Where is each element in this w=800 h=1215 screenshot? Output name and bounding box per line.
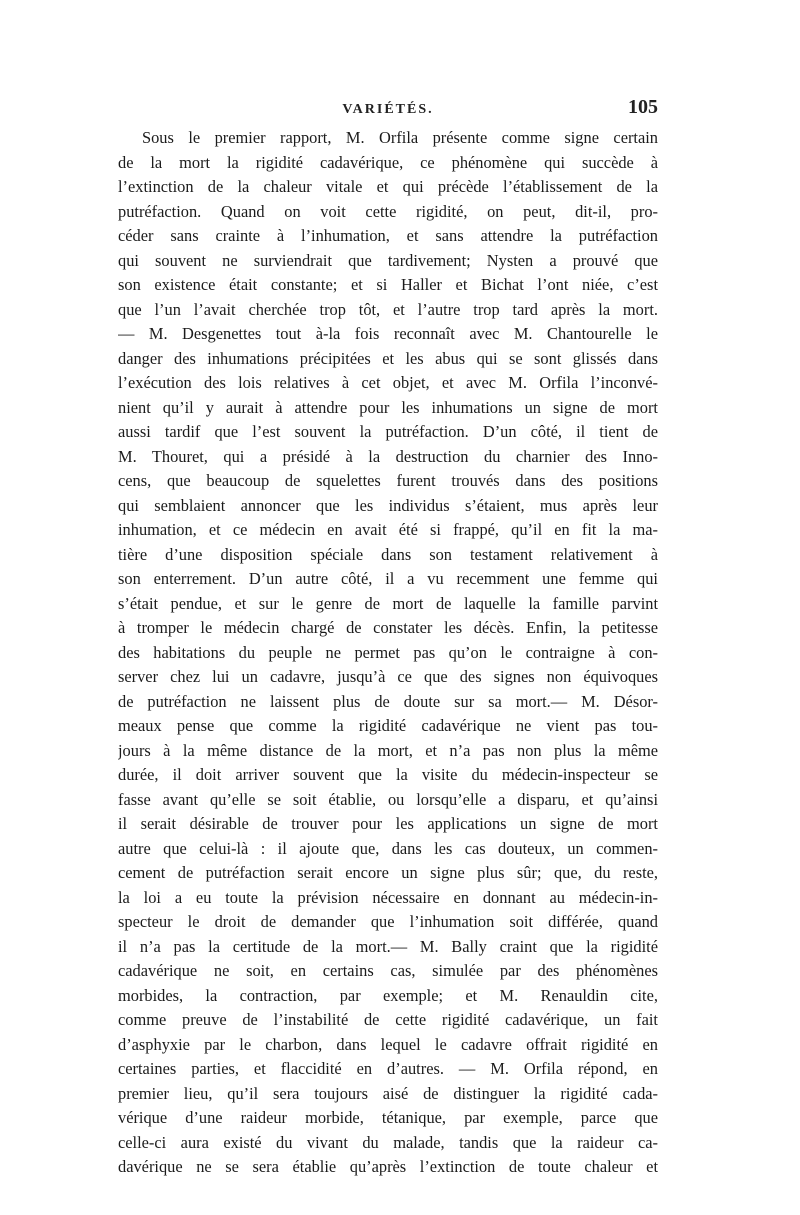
text-line: l’extinction de la chaleur vitale et qui précède l’établissement de la — [118, 177, 658, 196]
text-line: morbides, la contraction, par exemple; et M. Renauldin cite, — [118, 985, 658, 1005]
text-line: comme preuve de l’instabilité de cette rigidité cadavérique, un fait — [118, 1010, 658, 1029]
text-line: davérique ne se sera établie qu’après l’extinction de toute chaleur et — [118, 1157, 658, 1176]
text-line: son enterrement. D’un autre côté, il a vu recemment une femme qui — [118, 569, 658, 588]
text-line: son existence était constante; et si Haller et Bichat l’ont niée, c’est — [118, 275, 658, 294]
text-line: celle-ci aura existé du vivant du malade, tandis que la raideur ca- — [118, 1132, 658, 1152]
text-line: de putréfaction ne laissent plus de doute sur sa mort.— M. Désor- — [118, 691, 658, 711]
text-line: l’exécution des lois relatives à cet objet, et avec M. Orfila l’inconvé- — [118, 373, 658, 392]
text-line: danger des inhumations précipitées et les abus qui se sont glissés dans — [118, 348, 658, 368]
text-line: que l’un l’avait cherchée trop tôt, et l’autre trop tard après la mort. — [118, 299, 658, 319]
text-line: aussi tardif que l’est souvent la putréfaction. D’un côté, il tient de — [118, 422, 658, 441]
text-line: s’était pendue, et sur le genre de mort de laquelle la famille parvint — [118, 593, 658, 613]
text-line: des habitations du peuple ne permet pas qu’on le contraigne à con- — [118, 642, 658, 662]
running-head — [118, 96, 658, 126]
text-line: jours à la même distance de la mort, et n’a pas non plus la même — [118, 740, 658, 760]
text-line: autre que celui-là : il ajoute que, dans les cas douteux, un commen- — [118, 838, 658, 858]
text-line: M. Thouret, qui a présidé à la destruction du charnier des Inno- — [118, 446, 658, 466]
text-line: cement de putréfaction serait encore un signe plus sûr; que, du reste, — [118, 863, 658, 882]
text-line: durée, il doit arriver souvent que la visite du médecin-inspecteur se — [118, 765, 658, 784]
text-line: certaines parties, et flaccidité en d’autres. — M. Orfila répond, en — [118, 1059, 658, 1078]
text-line: d’asphyxie par le charbon, dans lequel le cadavre offrait rigidité en — [118, 1034, 658, 1054]
text-line: vérique d’une raideur morbide, tétanique, par exemple, parce que — [118, 1108, 658, 1127]
text-line: — M. Desgenettes tout à-la fois reconnaît avec M. Chantourelle le — [118, 324, 658, 343]
text-line: cens, que beaucoup de squelettes furent trouvés dans des positions — [118, 471, 658, 490]
text-line: la loi a eu toute la prévision nécessaire en donnant au médecin-in- — [118, 887, 658, 907]
text-line: qui semblaient annoncer que les individus s’étaient, mus après leur — [118, 495, 658, 515]
text-line: de la mort la rigidité cadavérique, ce phénomène qui succède à — [118, 152, 658, 172]
text-line: premier lieu, qu’il sera toujours aisé de distinguer la rigidité cada- — [118, 1083, 658, 1103]
text-line: Sous le premier rapport, M. Orfila présente comme signe certain — [142, 128, 658, 147]
text-line: à tromper le médecin chargé de constater les décès. Enfin, la petitesse — [118, 618, 658, 637]
page-number: 105 — [628, 96, 658, 118]
text-line: fasse avant qu’elle se soit établie, ou lorsqu’elle a disparu, et qu’ainsi — [118, 789, 658, 809]
text-line: il n’a pas la certitude de la mort.— M. Bally craint que la rigidité — [118, 936, 658, 956]
text-line: server chez lui un cadavre, jusqu’à ce que des signes non équivoques — [118, 667, 658, 686]
text-line: meaux pense que comme la rigidité cadavérique ne vient pas tou- — [118, 716, 658, 735]
text-line: céder sans crainte à l’inhumation, et sans attendre la putréfaction — [118, 226, 658, 245]
text-line: putréfaction. Quand on voit cette rigidité, on peut, dit-il, pro- — [118, 201, 658, 221]
text-line: tière d’une disposition spéciale dans son testament relativement à — [118, 544, 658, 564]
body-text — [118, 126, 658, 1180]
text-line: inhumation, et ce médecin en avait été si frappé, qu’il en fit la ma- — [118, 520, 658, 539]
text-line: qui souvent ne surviendrait que tardivement; Nysten a prouvé que — [118, 250, 658, 270]
text-line: cadavérique ne soit, en certains cas, simulée par des phénomènes — [118, 961, 658, 980]
running-title: VARIÉTÉS. — [342, 102, 434, 117]
text-line: nient qu’il y aurait à attendre pour les inhumations un signe de mort — [118, 397, 658, 417]
text-line: il serait désirable de trouver pour les applications un signe de mort — [118, 814, 658, 833]
text-line: specteur le droit de demander que l’inhumation soit différée, quand — [118, 912, 658, 931]
